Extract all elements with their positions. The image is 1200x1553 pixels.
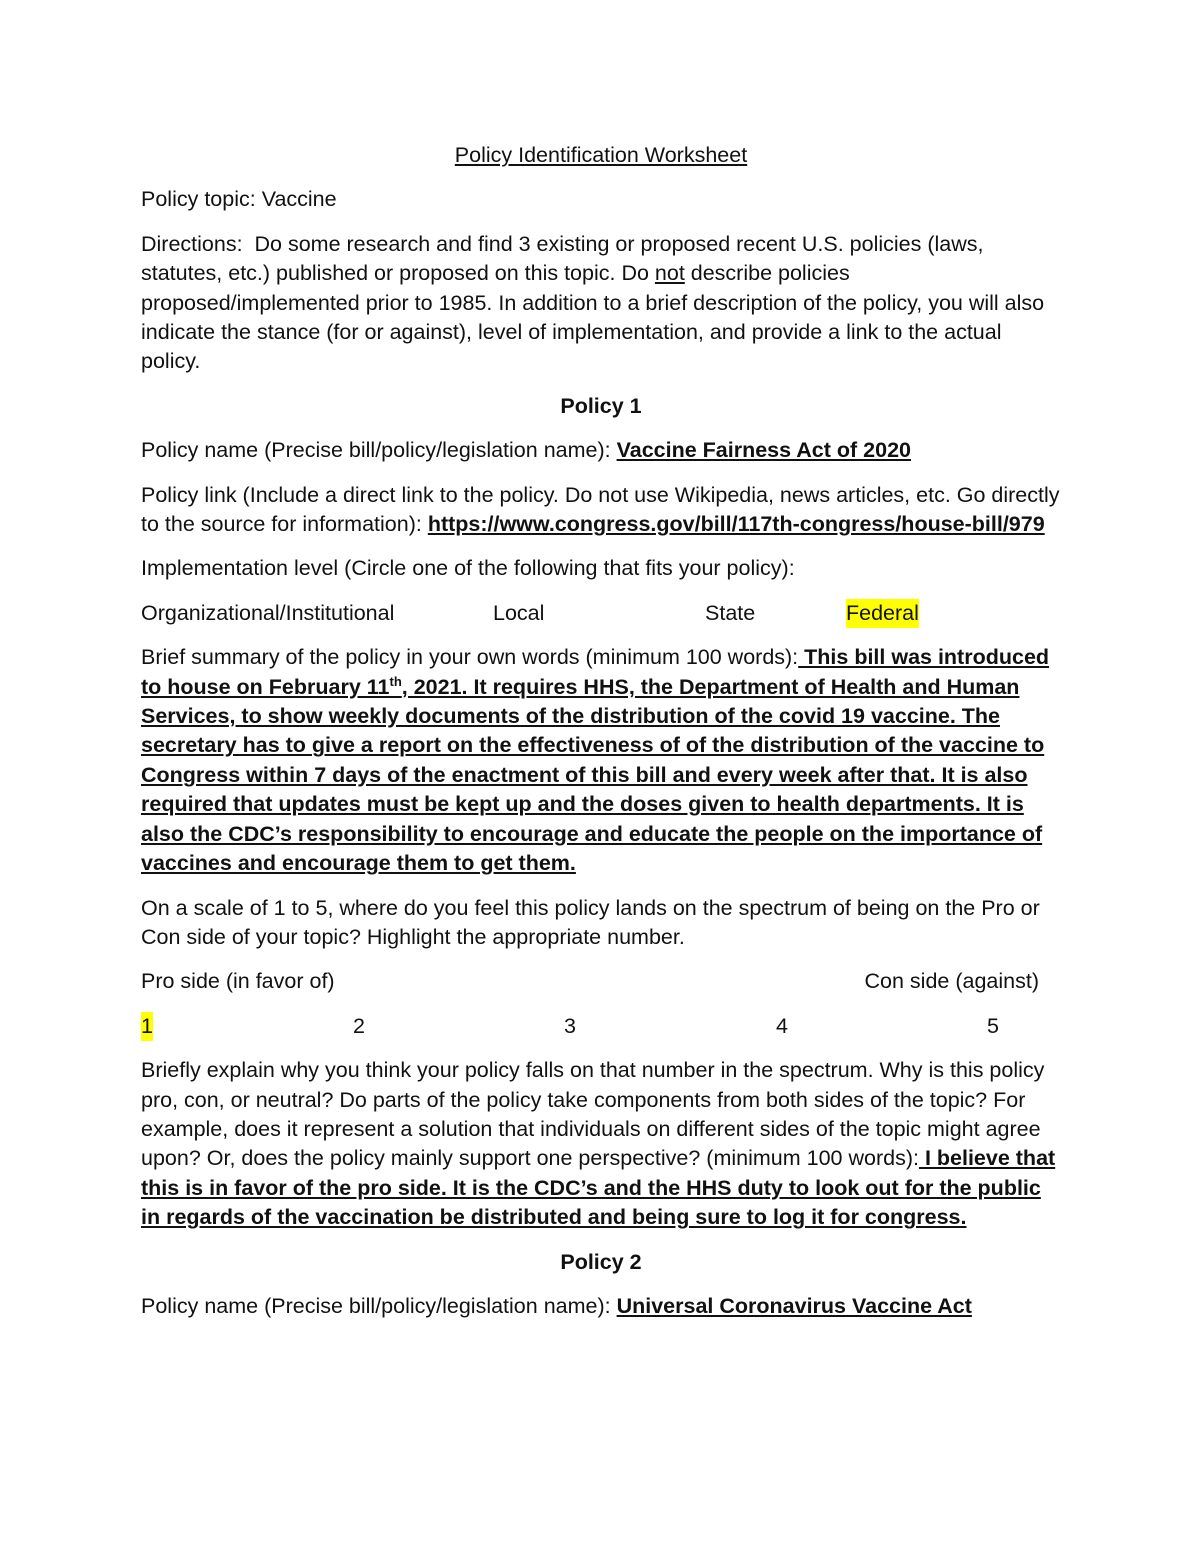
policy1-name-label: Policy name (Precise bill/policy/legislation name):	[141, 438, 611, 463]
impl-option-federal[interactable]: Federal	[846, 599, 919, 628]
con-side-label: Con side (against)	[864, 969, 1039, 994]
scale-option-3[interactable]: 3	[564, 1013, 576, 1038]
policy1-summary-part1: This bill was introduced to house on February 11	[141, 645, 1050, 699]
page-title-text: Policy Identification Worksheet	[454, 143, 748, 167]
policy1-name-value: Vaccine Fairness Act of 2020	[616, 438, 911, 463]
impl-option-state[interactable]: State	[705, 600, 756, 625]
policy1-name	[141, 436, 1061, 465]
directions-label: Directions:	[141, 231, 243, 256]
policy1-summary-part2: , 2021. It requires HHS, the Department of Health and Human Services, to show weekly documents of the distribution of the covid 19 vaccine. The secretary has to give a report on the effectiveness of of the distribution of the vaccine to Congress within 7 days of the enactment of this bill and every week after that. It is also required that updates must be kept up and the doses given to health departments. It is also the CDC’s responsibility to encourage and educate the people on the importance of vaccines and encourage them to get them.	[141, 674, 1045, 876]
policy2-name	[141, 1292, 1061, 1321]
policy1-scale	[141, 1012, 1061, 1041]
policy1-explain-label: Briefly explain why you think your policy falls on that number in the spectrum. Why is this policy pro, con, or neutral? Do parts of the policy take components from both sides of the topic? For example, does it represent a solution that individuals on different sides of the topic might agree upon? Or, does the policy mainly support one perspective? (minimum 100 words):	[141, 1058, 1045, 1171]
policy1-explanation	[141, 1056, 1061, 1232]
impl-option-local[interactable]: Local	[493, 600, 545, 625]
scale-option-4[interactable]: 4	[776, 1013, 788, 1038]
scale-option-5[interactable]: 5	[987, 1013, 999, 1038]
policy1-link-value[interactable]: https://www.congress.gov/bill/117th-congress/house-bill/979	[427, 512, 1045, 537]
policy1-summary-sup: th	[389, 673, 402, 689]
policy1-explain-value: I believe that this is in favor of the pro side. It is the CDC’s and the HHS duty to look out for the public in regards of the vaccination be distributed and being sure to log it for congress.	[141, 1146, 1056, 1230]
policy2-name-value: Universal Coronavirus Vaccine Act	[616, 1293, 972, 1318]
directions-text-before: Do some research and find 3 existing or proposed recent U.S. policies (laws, statutes, etc.) published or proposed on this topic. Do	[141, 231, 984, 286]
policy-topic-value: Vaccine	[261, 187, 337, 212]
impl-option-organizational[interactable]: Organizational/Institutional	[141, 600, 395, 625]
policy1-summary-label: Brief summary of the policy in your own words (minimum 100 words):	[141, 645, 799, 670]
policy1-summary-text	[141, 645, 1049, 875]
policy1-scale-labels	[141, 967, 1061, 996]
policy1-heading: Policy 1	[560, 393, 642, 418]
policy-topic-label: Policy topic:	[141, 187, 256, 212]
policy1-scale-question: On a scale of 1 to 5, where do you feel this policy lands on the spectrum of being on the Pro or Con side of your topic? Highlight the appropriate number.	[141, 895, 1040, 949]
policy2-heading: Policy 2	[560, 1249, 642, 1274]
policy1-impl-options	[141, 599, 1061, 628]
document-content	[141, 141, 1061, 1321]
policy-topic	[141, 185, 1061, 214]
pro-side-label: Pro side (in favor of)	[141, 969, 335, 994]
directions-emphasis: not	[654, 261, 685, 286]
policy1-link	[141, 481, 1061, 540]
page-title	[141, 141, 1061, 170]
directions-text-after: describe policies proposed/implemented prior to 1985. In addition to a brief description of the policy, you will also indicate the stance (for or against), level of implementation, and provide a link to the actual policy.	[141, 261, 1045, 374]
policy1-link-label: Policy link (Include a direct link to the policy. Do not use Wikipedia, news articles, etc. Go directly to the source for information):	[141, 482, 1060, 537]
scale-option-1[interactable]: 1	[141, 1012, 153, 1041]
scale-option-2[interactable]: 2	[353, 1013, 365, 1038]
directions	[141, 230, 1061, 377]
policy1-summary	[141, 643, 1061, 878]
policy2-name-label: Policy name (Precise bill/policy/legislation name):	[141, 1293, 611, 1318]
policy1-impl-label: Implementation level (Circle one of the following that fits your policy):	[141, 556, 795, 581]
